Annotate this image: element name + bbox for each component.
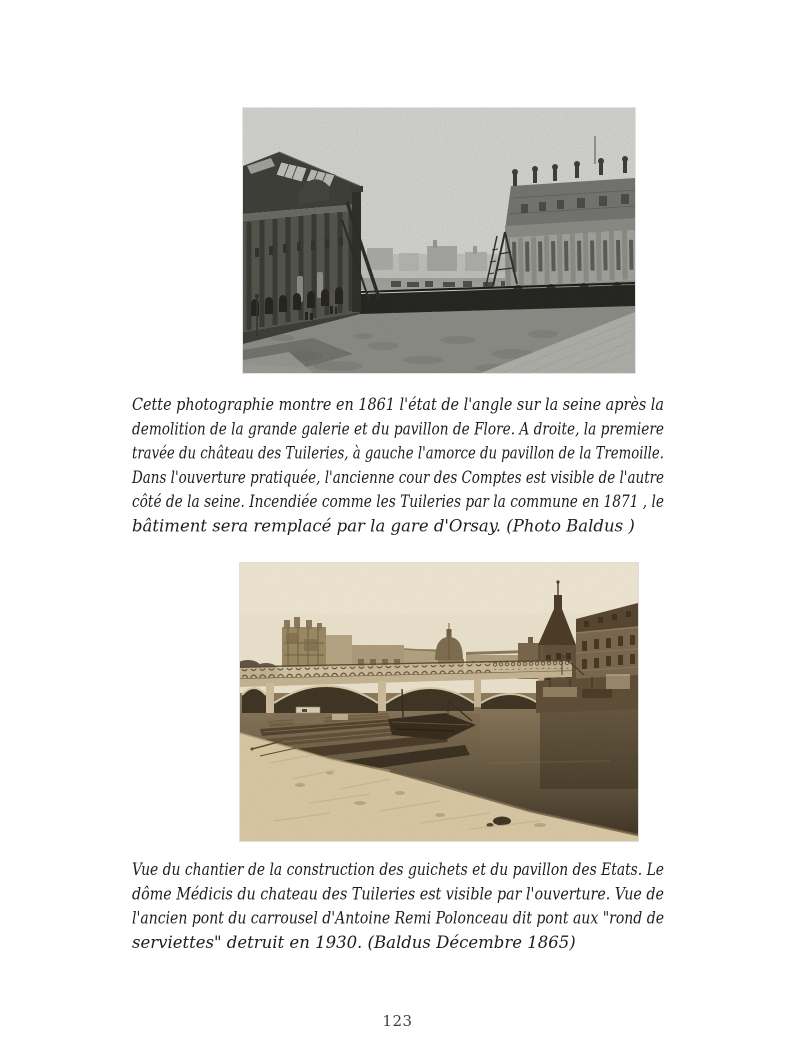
photo-grain xyxy=(240,563,638,841)
page-number: 123 xyxy=(382,1012,413,1030)
photo1-art xyxy=(243,108,635,373)
caption-line: demolition de la grande galerie et du pavillon de Flore. A droite, la premiere xyxy=(132,419,665,439)
caption-line: Vue du chantier de la construction des guichets et du pavillon des Etats. Le xyxy=(132,860,665,879)
caption-line: dôme Médicis du chateau des Tuileries est visible par l'ouverture. Vue de xyxy=(132,884,665,904)
photo-chantier-guichets-pont-carrousel-1865 xyxy=(240,563,638,841)
caption-line: serviettes" detruit en 1930. (Baldus Décembre 1865) xyxy=(132,932,576,952)
first-photo-caption xyxy=(132,394,664,540)
caption-line: l'ancien pont du carrousel d'Antoine Remi Polonceau dit pont aux "rond de xyxy=(132,908,665,928)
photo-demolition-grande-galerie-1861 xyxy=(243,108,635,373)
photo2-art xyxy=(240,563,638,841)
caption-line: côté de la seine. Incendiée comme les Tuileries par la commune en 1871 , le xyxy=(132,492,665,512)
caption-line: travée du château des Tuileries, à gauche l'amorce du pavillon de la Tremoille. xyxy=(132,443,664,463)
caption-line: bâtiment sera remplacé par la gare d'Orsay. (Photo Baldus ) xyxy=(132,516,635,536)
photo-grain xyxy=(243,108,635,373)
caption-line: Cette photographie montre en 1861 l'état de l'angle sur la seine après la xyxy=(132,395,664,414)
second-photo-caption xyxy=(132,858,664,956)
caption-line: Dans l'ouverture pratiquée, l'ancienne cour des Comptes est visible de l'autre xyxy=(131,467,665,487)
